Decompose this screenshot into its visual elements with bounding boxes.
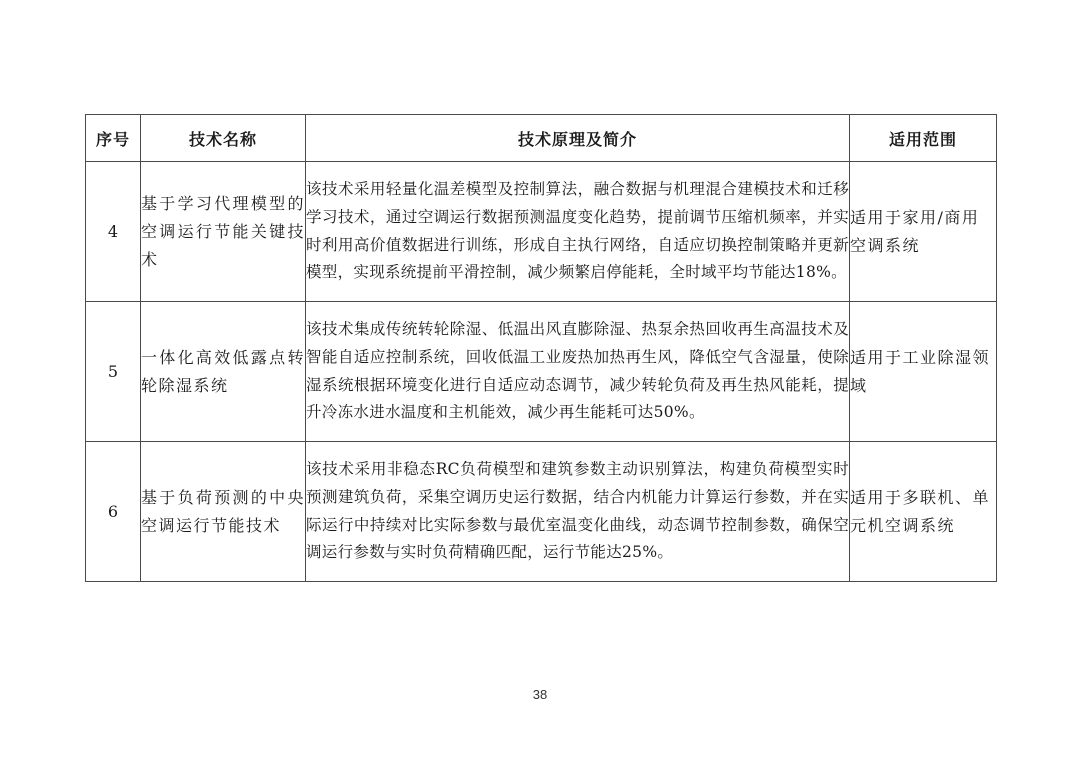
row-application-scope: 适用于多联机、单元机空调系统 (850, 442, 997, 582)
row-serial-number: 5 (86, 302, 141, 442)
row-serial-number: 4 (86, 162, 141, 302)
row-description: 该技术采用轻量化温差模型及控制算法，融合数据与机理混合建模技术和迁移学习技术，通过空调运行数据预测温度变化趋势，提前调节压缩机频率，并实时利用高价值数据进行训练，形成自主执行网络，自适应切换控制策略并更新模型，实现系统提前平滑控制，减少频繁启停能耗，全时域平均节能达18%。 (306, 162, 850, 302)
header-serial-number: 序号 (86, 115, 141, 162)
row-tech-name: 基于负荷预测的中央空调运行节能技术 (141, 442, 306, 582)
page-number: 38 (532, 687, 548, 702)
row-tech-name: 一体化高效低露点转轮除湿系统 (141, 302, 306, 442)
row-application-scope: 适用于工业除湿领域 (850, 302, 997, 442)
row-application-scope: 适用于家用/商用空调系统 (850, 162, 997, 302)
table-row (86, 442, 997, 582)
header-application-scope: 适用范围 (850, 115, 997, 162)
row-serial-number: 6 (86, 442, 141, 582)
table-header-row (86, 115, 997, 162)
row-tech-name: 基于学习代理模型的空调运行节能关键技术 (141, 162, 306, 302)
table-row (86, 302, 997, 442)
header-tech-name: 技术名称 (141, 115, 306, 162)
header-principle-description: 技术原理及简介 (306, 115, 850, 162)
row-description: 该技术采用非稳态RC负荷模型和建筑参数主动识别算法，构建负荷模型实时预测建筑负荷，采集空调历史运行数据，结合内机能力计算运行参数，并在实际运行中持续对比实际参数与最优室温变化曲线，动态调节控制参数，确保空调运行参数与实时负荷精确匹配，运行节能达25%。 (306, 442, 850, 582)
table-row (86, 162, 997, 302)
technology-table (85, 114, 997, 582)
row-description: 该技术集成传统转轮除湿、低温出风直膨除湿、热泵余热回收再生高温技术及智能自适应控制系统，回收低温工业废热加热再生风，降低空气含湿量，使除湿系统根据环境变化进行自适应动态调节，减少转轮负荷及再生热风能耗，提升冷冻水进水温度和主机能效，减少再生能耗可达50%。 (306, 302, 850, 442)
